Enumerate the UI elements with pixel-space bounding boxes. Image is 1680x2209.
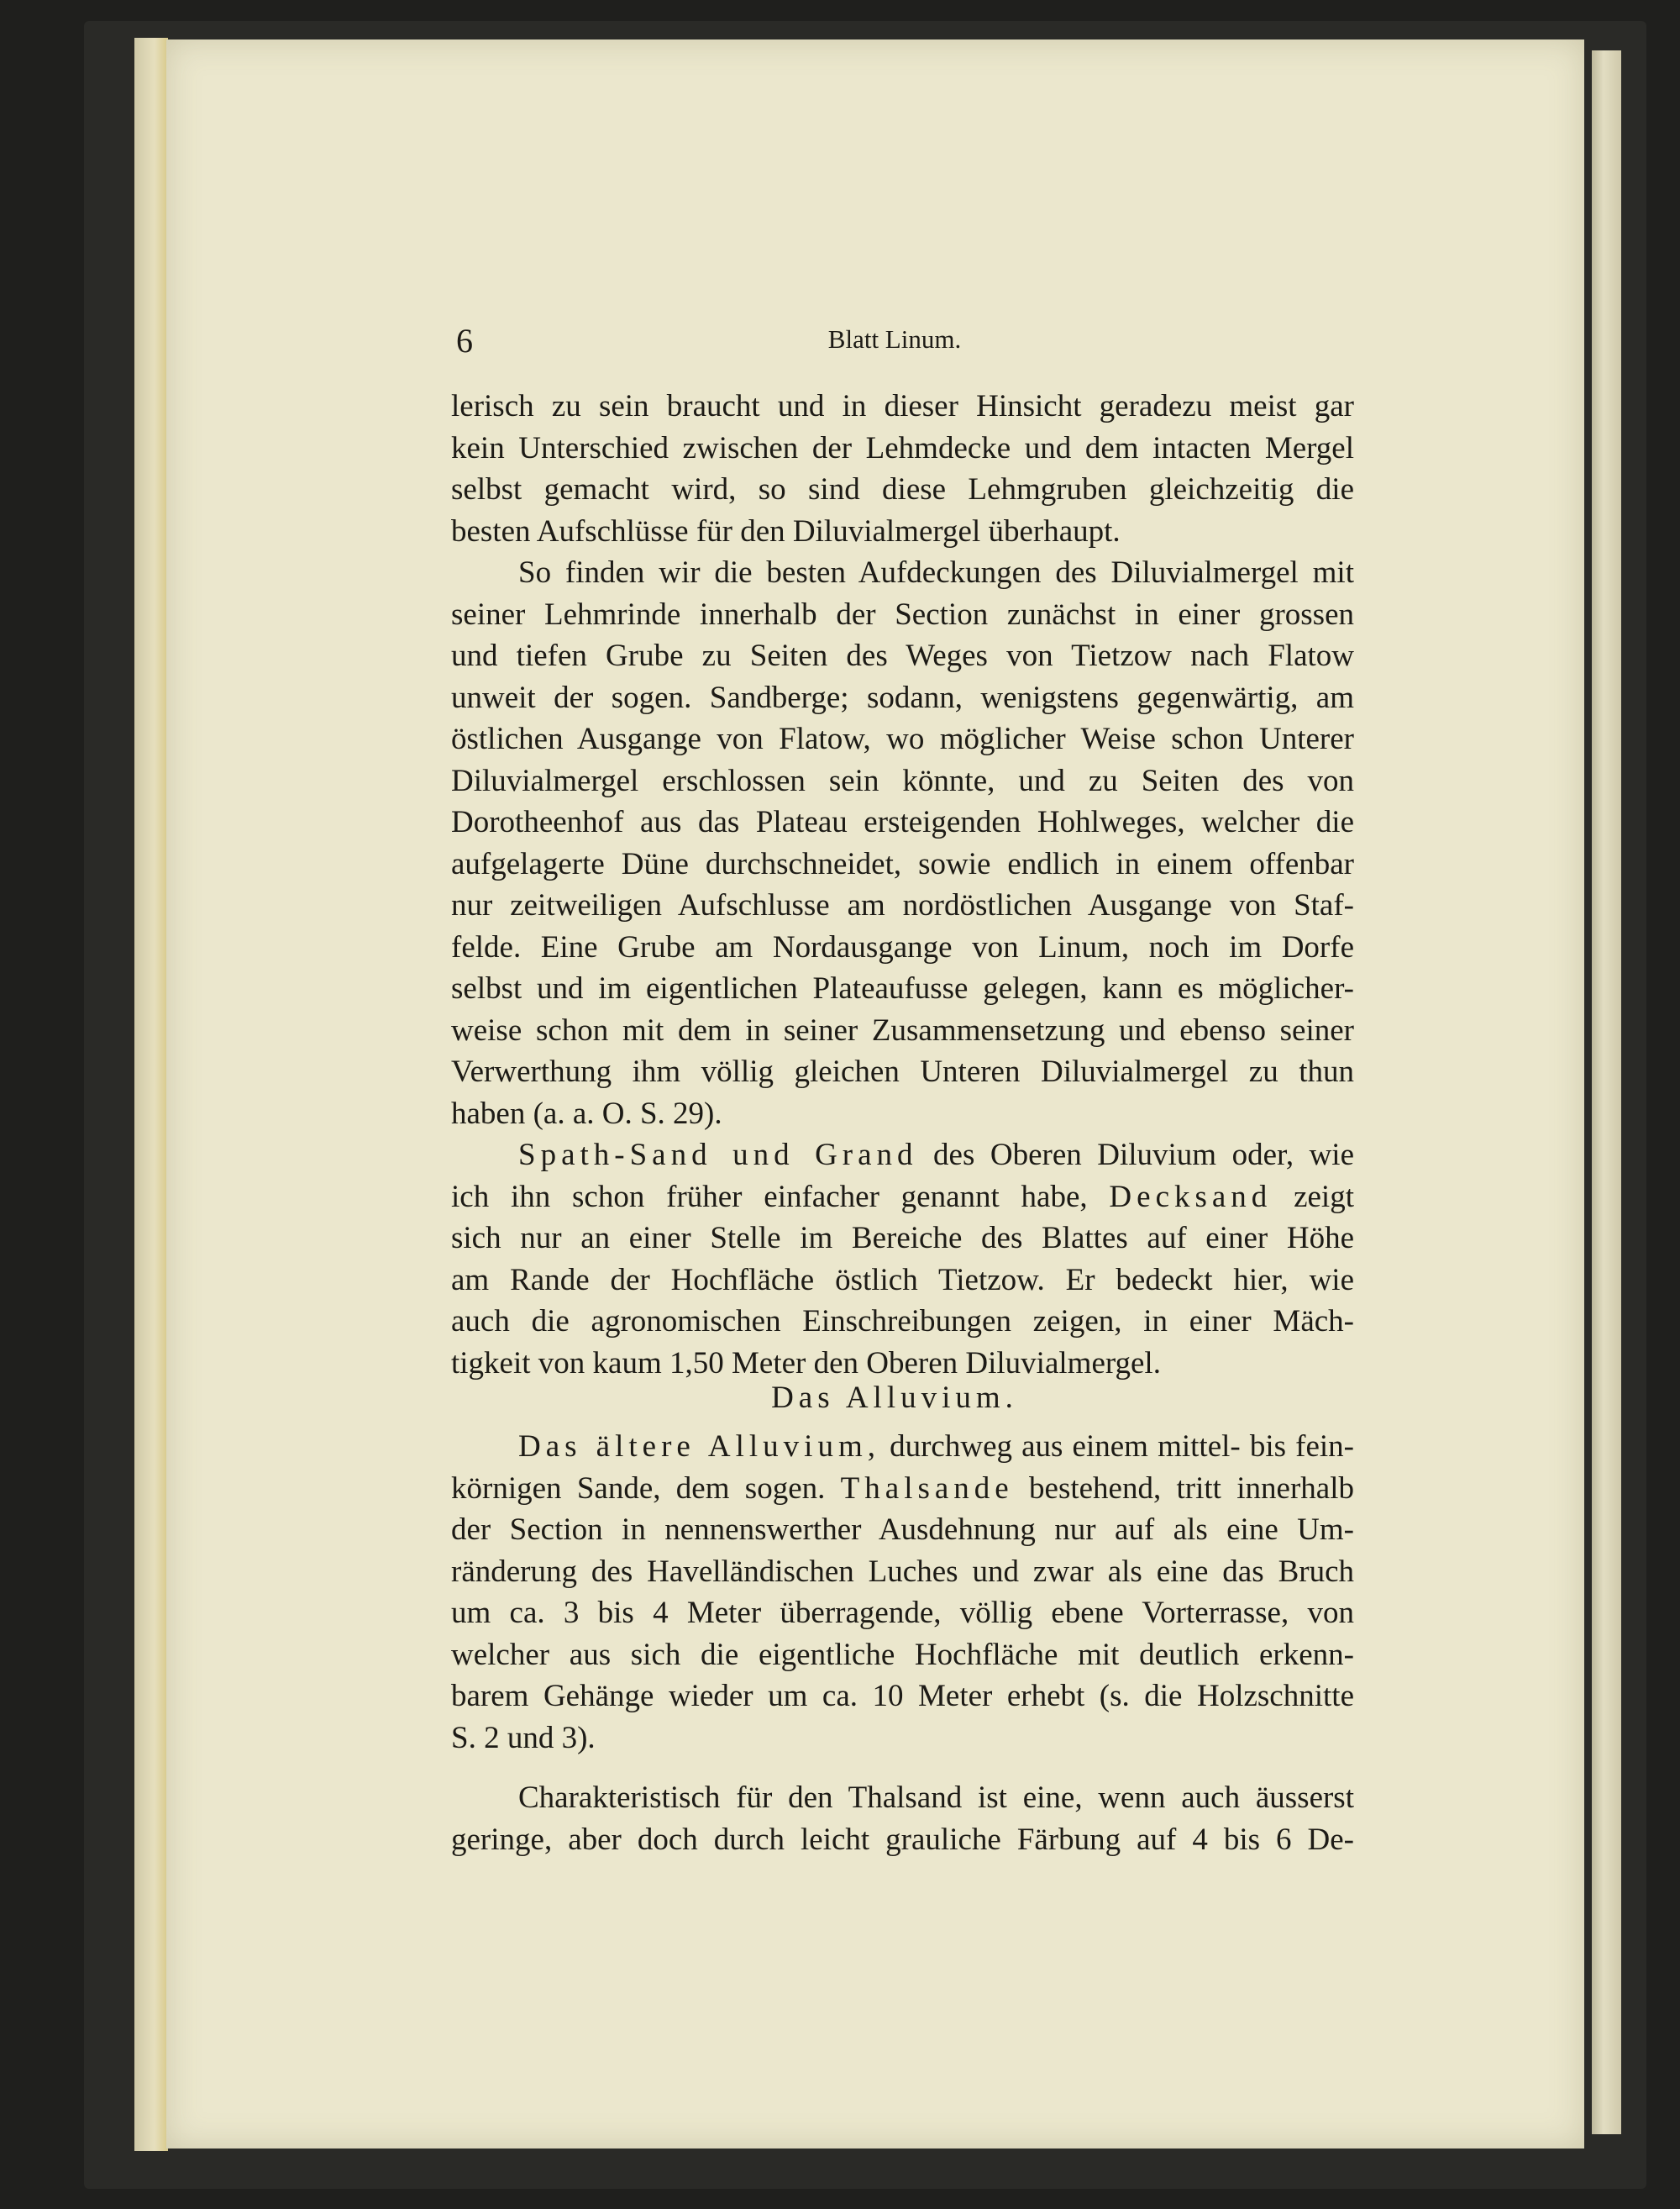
text-segment: Charakteristisch für den Thalsand ist eine, wenn auch äusserst bbox=[518, 1780, 1354, 1815]
text-line bbox=[451, 1595, 1354, 1632]
text-line bbox=[451, 929, 1354, 966]
text-segment: Diluvialmergel erschlossen sein könnte, und zu Seiten des von bbox=[451, 763, 1354, 798]
text-line bbox=[451, 597, 1354, 634]
text-segment: Verwerthung ihm völlig gleichen Unteren Diluvialmergel zu thun bbox=[451, 1055, 1354, 1089]
text-segment: auch die agronomischen Einschreibungen zeigen, in einer Mäch- bbox=[451, 1304, 1354, 1339]
page-edge-right bbox=[1592, 50, 1621, 2134]
text-segment: durchweg aus einem mittel- bis fein- bbox=[879, 1429, 1354, 1464]
text-line bbox=[451, 721, 1354, 758]
text-line bbox=[451, 1012, 1354, 1049]
text-segment: seiner Lehmrinde innerhalb der Section zunächst in einer grossen bbox=[451, 597, 1354, 632]
text-segment: ränderung des Havelländischen Luches und zwar als eine das Bruch bbox=[451, 1554, 1354, 1589]
text-line bbox=[451, 1512, 1354, 1549]
text-segment: des Oberen Diluvium oder, wie bbox=[917, 1138, 1354, 1172]
text-line bbox=[451, 1096, 1354, 1133]
text-line bbox=[451, 555, 1354, 592]
text-segment: unweit der sogen. Sandberge; sodann, wenigstens gegenwärtig, am bbox=[451, 680, 1354, 715]
page-edge-left bbox=[134, 38, 168, 2151]
text-segment: besten Aufschlüsse für den Diluvialmergel überhaupt. bbox=[451, 513, 1121, 549]
text-segment: der Section in nennenswerther Ausdehnung nur auf als eine Um- bbox=[451, 1512, 1354, 1547]
text-segment: zeigt bbox=[1272, 1179, 1354, 1214]
text-line bbox=[451, 1780, 1354, 1817]
text-segment: und tiefen Grube zu Seiten des Weges von Tietzow nach Flatow bbox=[451, 639, 1354, 673]
running-title: Blatt Linum. bbox=[827, 324, 962, 354]
text-line bbox=[451, 1470, 1354, 1507]
text-line bbox=[451, 1179, 1354, 1216]
spaced-emphasis-text: Das ältere Alluvium, bbox=[518, 1429, 880, 1464]
text-segment: sich nur an einer Stelle im Bereiche des Blattes auf einer Höhe bbox=[451, 1221, 1354, 1255]
text-line bbox=[451, 970, 1354, 1007]
text-line bbox=[451, 763, 1354, 800]
text-segment: kein Unterschied zwischen der Lehmdecke und dem intacten Mergel bbox=[451, 430, 1354, 465]
text-segment: lerisch zu sein braucht und in dieser Hinsicht geradezu meist gar bbox=[451, 389, 1354, 423]
text-segment: tigkeit von kaum 1,50 Meter den Oberen Diluvialmergel. bbox=[451, 1345, 1161, 1381]
text-line bbox=[451, 471, 1354, 508]
text-segment: Dorotheenhof aus das Plateau ersteigenden Hohlweges, welcher die bbox=[451, 805, 1354, 839]
text-segment: barem Gehänge wieder um ca. 10 Meter erhebt (s. die Holzschnitte bbox=[451, 1679, 1354, 1713]
text-segment: weise schon mit dem in seiner Zusammensetzung und ebenso seiner bbox=[451, 1012, 1354, 1048]
text-line bbox=[451, 1637, 1354, 1674]
text-line bbox=[451, 1345, 1354, 1382]
text-line bbox=[451, 388, 1354, 425]
text-segment: selbst und im eigentlichen Plateaufusse gelegen, kann es möglicher- bbox=[451, 971, 1354, 1006]
text-segment: östlichen Ausgange von Flatow, wo möglicher Weise schon Unterer bbox=[451, 722, 1354, 756]
text-segment: selbst gemacht wird, so sind diese Lehmgruben gleichzeitig die bbox=[451, 472, 1354, 507]
section-heading: Das Alluvium. bbox=[771, 1381, 1018, 1415]
text-segment: aufgelagerte Düne durchschneidet, sowie endlich in einem offenbar bbox=[451, 846, 1354, 881]
text-line bbox=[451, 1220, 1354, 1257]
text-line bbox=[451, 1303, 1354, 1340]
text-line bbox=[451, 804, 1354, 841]
text-line bbox=[451, 1262, 1354, 1299]
text-line bbox=[451, 430, 1354, 467]
text-line bbox=[451, 846, 1354, 883]
text-segment: am Rande der Hochfläche östlich Tietzow. Er bedeckt hier, wie bbox=[451, 1262, 1354, 1297]
text-segment: So finden wir die besten Aufdeckungen des Diluvialmergel mit bbox=[518, 555, 1354, 590]
text-segment: nur zeitweiligen Aufschlusse am nordöstlichen Ausgange von Staf- bbox=[451, 888, 1354, 923]
text-line bbox=[451, 1054, 1354, 1091]
spaced-emphasis-text: Thalsande bbox=[840, 1470, 1014, 1506]
text-segment: körnigen Sande, dem sogen. bbox=[451, 1470, 841, 1506]
text-segment: felde. Eine Grube am Nordausgange von Linum, noch im Dorfe bbox=[451, 929, 1354, 965]
text-segment: bestehend, tritt innerhalb bbox=[1013, 1470, 1354, 1506]
spaced-emphasis-text: Spath-Sand und Grand bbox=[518, 1138, 918, 1172]
text-segment: S. 2 und 3). bbox=[451, 1720, 596, 1755]
text-line bbox=[451, 1137, 1354, 1174]
text-segment: um ca. 3 bis 4 Meter überragende, völlig ebene Vorterrasse, von bbox=[451, 1596, 1354, 1630]
text-segment: ich ihn schon früher einfacher genannt habe, bbox=[451, 1179, 1110, 1214]
text-segment: geringe, aber doch durch leicht grauliche Färbung auf 4 bis 6 De- bbox=[451, 1822, 1354, 1857]
text-line bbox=[451, 1720, 1354, 1757]
text-line bbox=[451, 887, 1354, 924]
text-line bbox=[451, 1822, 1354, 1859]
text-line bbox=[451, 1678, 1354, 1715]
text-segment: welcher aus sich die eigentliche Hochfläche mit deutlich erkenn- bbox=[451, 1637, 1354, 1672]
text-line bbox=[451, 513, 1354, 550]
text-line bbox=[451, 680, 1354, 717]
text-line bbox=[451, 1554, 1354, 1591]
page-number: 6 bbox=[456, 322, 473, 360]
text-segment: haben (a. a. O. S. 29). bbox=[451, 1096, 722, 1131]
text-line bbox=[451, 638, 1354, 675]
spaced-emphasis-text: Decksand bbox=[1109, 1179, 1273, 1214]
text-line bbox=[451, 1428, 1354, 1465]
